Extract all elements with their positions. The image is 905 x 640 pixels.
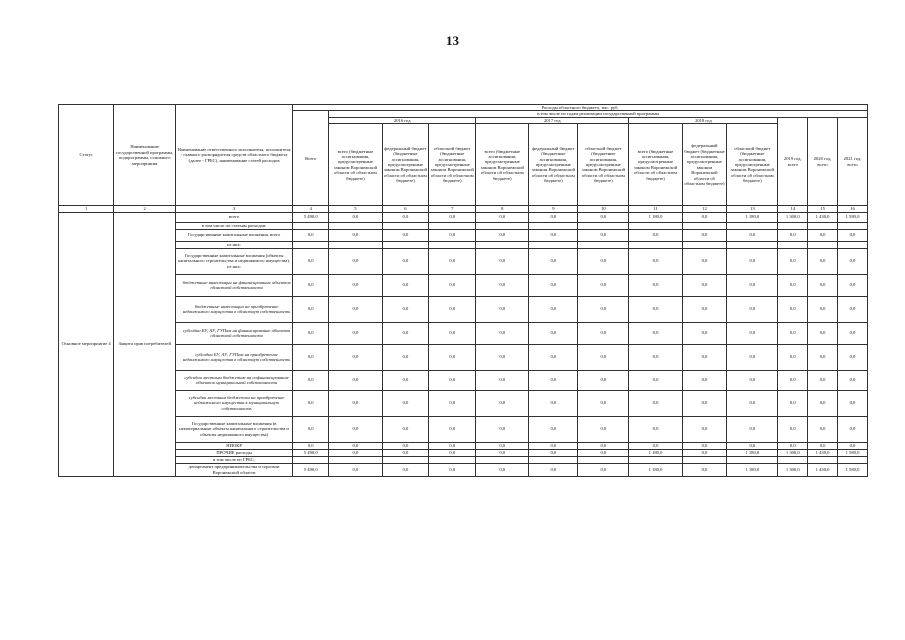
empty-cell xyxy=(382,241,429,248)
empty-cell xyxy=(382,456,429,463)
value-cell: 0,0 xyxy=(476,248,529,274)
value-cell: 0,0 xyxy=(778,248,808,274)
header-2016-federal: федеральный бюджет (бюджетные ассигнования, предусмотренные законом Воронежской области об областном бюджете) xyxy=(382,124,429,206)
value-cell: 0,0 xyxy=(727,296,778,322)
table-row xyxy=(59,449,868,456)
value-cell: 0,0 xyxy=(808,442,838,449)
value-cell: 0,0 xyxy=(382,463,429,476)
column-number: 1 xyxy=(59,206,114,212)
row-label: бюджетные инвестиции на финансирование объектов областной собственности xyxy=(176,274,293,296)
value-cell: 0,0 xyxy=(329,322,382,344)
column-number: 13 xyxy=(727,206,778,212)
column-number: 16 xyxy=(837,206,867,212)
value-cell: 0,0 xyxy=(429,416,476,442)
value-cell: 0,0 xyxy=(682,390,727,416)
table-row xyxy=(59,390,868,416)
value-cell: 0,0 xyxy=(578,274,629,296)
value-cell: 0,0 xyxy=(329,274,382,296)
value-cell: 0,0 xyxy=(529,274,578,296)
header-2017-federal: федеральный бюджет (бюджетные ассигнования, предусмотренные законом Воронежской области об областном бюджете) xyxy=(529,124,578,206)
value-cell: 0,0 xyxy=(682,248,727,274)
value-cell: 0,0 xyxy=(329,463,382,476)
value-cell: 0,0 xyxy=(429,463,476,476)
page-number: 13 xyxy=(446,33,459,48)
value-cell: 0,0 xyxy=(382,449,429,456)
value-cell: 1 180,0 xyxy=(727,463,778,476)
value-cell: 0,0 xyxy=(837,229,867,241)
column-number: 7 xyxy=(429,206,476,212)
row-label: в том числе по ГРБС: xyxy=(176,456,293,463)
program-name-cell: Защита прав потребителей xyxy=(114,212,176,476)
value-cell: 5 490,0 xyxy=(293,463,329,476)
empty-cell xyxy=(476,456,529,463)
value-cell: 0,0 xyxy=(629,322,682,344)
value-cell: 0,0 xyxy=(682,463,727,476)
row-label: субсидии БУ, АУ, ГУПам на финансирование объектов областной собственности xyxy=(176,322,293,344)
value-cell: 1 430,0 xyxy=(808,449,838,456)
table-row xyxy=(59,248,868,274)
empty-cell xyxy=(808,456,838,463)
value-cell: 0,0 xyxy=(629,442,682,449)
value-cell: 0,0 xyxy=(837,248,867,274)
value-cell: 0,0 xyxy=(476,344,529,370)
empty-cell xyxy=(778,241,808,248)
value-cell: 0,0 xyxy=(837,416,867,442)
value-cell: 0,0 xyxy=(727,442,778,449)
value-cell: 0,0 xyxy=(578,370,629,390)
header-program-name: Наименование государственной программы, подпрограммы, основного мероприятия xyxy=(114,105,176,206)
row-label: бюджетные инвестиции на приобретение недвижимого имущества в областную собственность xyxy=(176,296,293,322)
header-2016-total: всего (бюджетные ассигнования, предусмотренные законом Воронежской области об областном бюджете) xyxy=(329,124,382,206)
value-cell: 1 300,0 xyxy=(778,463,808,476)
value-cell: 0,0 xyxy=(727,274,778,296)
empty-cell xyxy=(629,456,682,463)
value-cell: 0,0 xyxy=(682,212,727,222)
empty-cell xyxy=(429,241,476,248)
value-cell: 0,0 xyxy=(837,344,867,370)
value-cell: 0,0 xyxy=(808,248,838,274)
value-cell: 0,0 xyxy=(682,442,727,449)
value-cell: 0,0 xyxy=(382,390,429,416)
value-cell: 0,0 xyxy=(293,296,329,322)
value-cell: 0,0 xyxy=(429,296,476,322)
table-row xyxy=(59,274,868,296)
value-cell: 1 430,0 xyxy=(808,463,838,476)
value-cell: 0,0 xyxy=(682,416,727,442)
value-cell: 0,0 xyxy=(778,370,808,390)
value-cell: 0,0 xyxy=(429,390,476,416)
value-cell: 0,0 xyxy=(808,274,838,296)
table-row xyxy=(59,222,868,229)
empty-cell xyxy=(578,241,629,248)
header-2021: 2021 год, всего xyxy=(837,117,867,205)
value-cell: 0,0 xyxy=(429,212,476,222)
row-label: субсидии местным бюджетам на софинансирование объектов муниципальной собственности xyxy=(176,370,293,390)
value-cell: 5 490,0 xyxy=(293,449,329,456)
value-cell: 0,0 xyxy=(682,449,727,456)
value-cell: 0,0 xyxy=(837,274,867,296)
value-cell: 0,0 xyxy=(476,442,529,449)
value-cell: 0,0 xyxy=(329,449,382,456)
value-cell: 0,0 xyxy=(727,344,778,370)
header-2017-regional: областной бюджет (бюджетные ассигнования, предусмотренные законом Воронежской области об областном бюджете) xyxy=(578,124,629,206)
value-cell: 0,0 xyxy=(837,296,867,322)
value-cell: 0,0 xyxy=(429,449,476,456)
table-row xyxy=(59,229,868,241)
value-cell: 0,0 xyxy=(682,296,727,322)
value-cell: 0,0 xyxy=(429,442,476,449)
empty-cell xyxy=(837,456,867,463)
row-label: всего xyxy=(176,212,293,222)
value-cell: 1 180,0 xyxy=(629,449,682,456)
value-cell: 0,0 xyxy=(578,248,629,274)
table-row xyxy=(59,344,868,370)
column-number: 8 xyxy=(476,206,529,212)
value-cell: 0,0 xyxy=(682,229,727,241)
value-cell: 0,0 xyxy=(629,296,682,322)
value-cell: 0,0 xyxy=(727,390,778,416)
value-cell: 5 490,0 xyxy=(293,212,329,222)
value-cell: 0,0 xyxy=(578,212,629,222)
empty-cell xyxy=(329,222,382,229)
empty-cell xyxy=(629,241,682,248)
value-cell: 0,0 xyxy=(429,370,476,390)
value-cell: 0,0 xyxy=(429,248,476,274)
header-year-2016: 2016 год xyxy=(329,117,476,123)
row-label: Государственные капитальные вложения (в нематериальные объекты капитального строительства и объекты недвижимого имущества) xyxy=(176,416,293,442)
column-number: 12 xyxy=(682,206,727,212)
value-cell: 0,0 xyxy=(682,344,727,370)
header-by-years: в том числе по годам реализации государственной программы xyxy=(329,111,868,117)
value-cell: 0,0 xyxy=(682,274,727,296)
value-cell: 0,0 xyxy=(476,390,529,416)
value-cell: 0,0 xyxy=(837,322,867,344)
value-cell: 0,0 xyxy=(476,370,529,390)
column-number: 5 xyxy=(329,206,382,212)
value-cell: 0,0 xyxy=(329,212,382,222)
row-label: субсидии БУ, АУ, ГУПам на приобретение недвижимого имущества в областную собственность xyxy=(176,344,293,370)
row-label: ПРОЧИЕ расходы xyxy=(176,449,293,456)
header-2018-regional: областной бюджет (бюджетные ассигнования, предусмотренные законом Воронежской области об областном бюджете) xyxy=(727,124,778,206)
value-cell: 0,0 xyxy=(837,442,867,449)
value-cell: 0,0 xyxy=(529,416,578,442)
value-cell: 0,0 xyxy=(293,248,329,274)
value-cell: 0,0 xyxy=(382,370,429,390)
empty-cell xyxy=(529,241,578,248)
header-2020: 2020 год, всего xyxy=(808,117,838,205)
value-cell: 0,0 xyxy=(476,449,529,456)
value-cell: 0,0 xyxy=(808,344,838,370)
value-cell: 0,0 xyxy=(476,296,529,322)
value-cell: 0,0 xyxy=(329,416,382,442)
value-cell: 0,0 xyxy=(293,344,329,370)
value-cell: 0,0 xyxy=(778,390,808,416)
value-cell: 0,0 xyxy=(727,370,778,390)
row-label: НИОКР xyxy=(176,442,293,449)
value-cell: 0,0 xyxy=(578,229,629,241)
row-label: в том числе по статьям расходов: xyxy=(176,222,293,229)
value-cell: 0,0 xyxy=(808,390,838,416)
value-cell: 0,0 xyxy=(329,296,382,322)
empty-cell xyxy=(682,456,727,463)
value-cell: 1 180,0 xyxy=(629,463,682,476)
empty-cell xyxy=(682,222,727,229)
value-cell: 0,0 xyxy=(429,322,476,344)
empty-cell xyxy=(808,241,838,248)
value-cell: 0,0 xyxy=(476,212,529,222)
empty-cell xyxy=(529,456,578,463)
value-cell: 0,0 xyxy=(382,274,429,296)
value-cell: 0,0 xyxy=(529,449,578,456)
value-cell: 0,0 xyxy=(778,274,808,296)
header-2018-total: всего (бюджетные ассигнования, предусмотренные законом Воронежской области об областном бюджете) xyxy=(629,124,682,206)
value-cell: 0,0 xyxy=(293,390,329,416)
empty-cell xyxy=(476,222,529,229)
table-row xyxy=(59,322,868,344)
value-cell: 0,0 xyxy=(682,370,727,390)
value-cell: 0,0 xyxy=(382,416,429,442)
value-cell: 0,0 xyxy=(476,416,529,442)
value-cell: 1 580,0 xyxy=(837,463,867,476)
budget-table xyxy=(58,104,868,477)
value-cell: 0,0 xyxy=(837,390,867,416)
column-number: 9 xyxy=(529,206,578,212)
header-year-2017: 2017 год xyxy=(476,117,629,123)
value-cell: 0,0 xyxy=(382,322,429,344)
value-cell: 0,0 xyxy=(578,416,629,442)
value-cell: 0,0 xyxy=(293,370,329,390)
empty-cell xyxy=(329,456,382,463)
value-cell: 0,0 xyxy=(429,344,476,370)
value-cell: 0,0 xyxy=(578,449,629,456)
header-2017-total: всего (бюджетные ассигнования, предусмотренные законом Воронежской области об областном бюджете) xyxy=(476,124,529,206)
table-row xyxy=(59,296,868,322)
empty-cell xyxy=(837,241,867,248)
value-cell: 0,0 xyxy=(293,274,329,296)
empty-cell xyxy=(808,222,838,229)
value-cell: 1 180,0 xyxy=(727,212,778,222)
value-cell: 0,0 xyxy=(629,344,682,370)
value-cell: 0,0 xyxy=(429,274,476,296)
value-cell: 0,0 xyxy=(529,344,578,370)
value-cell: 0,0 xyxy=(329,229,382,241)
value-cell: 0,0 xyxy=(329,344,382,370)
header-2016-regional: областной бюджет (бюджетные ассигнования, предусмотренные законом Воронежской области об областном бюджете) xyxy=(429,124,476,206)
value-cell: 0,0 xyxy=(529,442,578,449)
header-2018-federal: федеральный бюджет (бюджетные ассигнования, предусмотренные законом Воронежской области об областном бюджете) xyxy=(682,124,727,206)
value-cell: 0,0 xyxy=(778,442,808,449)
value-cell: 0,0 xyxy=(578,322,629,344)
value-cell: 1 430,0 xyxy=(808,212,838,222)
value-cell: 0,0 xyxy=(629,248,682,274)
value-cell: 0,0 xyxy=(329,390,382,416)
column-number: 2 xyxy=(114,206,176,212)
value-cell: 0,0 xyxy=(727,322,778,344)
empty-cell xyxy=(529,222,578,229)
column-number: 3 xyxy=(176,206,293,212)
value-cell: 1 580,0 xyxy=(837,449,867,456)
value-cell: 0,0 xyxy=(329,442,382,449)
column-number: 4 xyxy=(293,206,329,212)
header-status: Статус xyxy=(59,105,114,206)
value-cell: 1 300,0 xyxy=(778,212,808,222)
column-number: 15 xyxy=(808,206,838,212)
row-label: Государственные капитальные вложения, всего xyxy=(176,229,293,241)
value-cell: 0,0 xyxy=(476,274,529,296)
empty-cell xyxy=(578,456,629,463)
empty-cell xyxy=(682,241,727,248)
value-cell: 0,0 xyxy=(529,370,578,390)
header-executor-name: Наименование ответственного исполнителя, исполнителя - главного распорядителя средств областного бюджета (далее - ГРБС), наименование статей расходов xyxy=(176,105,293,206)
value-cell: 0,0 xyxy=(578,442,629,449)
value-cell: 0,0 xyxy=(578,296,629,322)
value-cell: 0,0 xyxy=(778,322,808,344)
row-label: из них: xyxy=(176,241,293,248)
value-cell: 0,0 xyxy=(808,296,838,322)
value-cell: 0,0 xyxy=(382,229,429,241)
value-cell: 0,0 xyxy=(837,370,867,390)
column-number: 14 xyxy=(778,206,808,212)
table-row xyxy=(59,442,868,449)
table-row xyxy=(59,463,868,476)
row-label: департамент предпринимательства и торговли Воронежской области xyxy=(176,463,293,476)
empty-cell xyxy=(727,222,778,229)
value-cell: 1 580,0 xyxy=(837,212,867,222)
value-cell: 0,0 xyxy=(529,463,578,476)
value-cell: 0,0 xyxy=(382,212,429,222)
empty-cell xyxy=(293,241,329,248)
value-cell: 0,0 xyxy=(808,322,838,344)
header-expenses-title: Расходы областного бюджета, тыс. руб. xyxy=(293,105,868,111)
empty-cell xyxy=(778,222,808,229)
table-row xyxy=(59,370,868,390)
status-cell: Основное мероприятие 4 xyxy=(59,212,114,476)
value-cell: 0,0 xyxy=(529,322,578,344)
empty-cell xyxy=(629,222,682,229)
value-cell: 0,0 xyxy=(293,229,329,241)
value-cell: 1 300,0 xyxy=(778,449,808,456)
table-row xyxy=(59,456,868,463)
empty-cell xyxy=(778,456,808,463)
header-2019: 2019 год, всего xyxy=(778,117,808,205)
table-row xyxy=(59,241,868,248)
value-cell: 0,0 xyxy=(629,390,682,416)
value-cell: 0,0 xyxy=(629,274,682,296)
value-cell: 1 180,0 xyxy=(727,449,778,456)
value-cell: 0,0 xyxy=(778,229,808,241)
empty-cell xyxy=(837,222,867,229)
value-cell: 0,0 xyxy=(382,296,429,322)
column-number: 10 xyxy=(578,206,629,212)
value-cell: 0,0 xyxy=(578,463,629,476)
value-cell: 0,0 xyxy=(629,416,682,442)
empty-cell xyxy=(727,241,778,248)
value-cell: 0,0 xyxy=(329,248,382,274)
value-cell: 0,0 xyxy=(727,248,778,274)
table-row xyxy=(59,416,868,442)
row-label: субсидии местным бюджетам на приобретение недвижимого имущества в муниципальную собственность xyxy=(176,390,293,416)
value-cell: 0,0 xyxy=(629,370,682,390)
value-cell: 0,0 xyxy=(529,248,578,274)
empty-cell xyxy=(293,456,329,463)
value-cell: 0,0 xyxy=(727,416,778,442)
value-cell: 0,0 xyxy=(778,416,808,442)
empty-cell xyxy=(429,456,476,463)
value-cell: 0,0 xyxy=(529,390,578,416)
empty-cell xyxy=(578,222,629,229)
column-number: 6 xyxy=(382,206,429,212)
value-cell: 0,0 xyxy=(578,390,629,416)
empty-cell xyxy=(476,241,529,248)
value-cell: 0,0 xyxy=(476,229,529,241)
empty-cell xyxy=(727,456,778,463)
value-cell: 0,0 xyxy=(382,344,429,370)
value-cell: 0,0 xyxy=(293,322,329,344)
value-cell: 0,0 xyxy=(778,296,808,322)
value-cell: 0,0 xyxy=(808,229,838,241)
empty-cell xyxy=(293,222,329,229)
empty-cell xyxy=(429,222,476,229)
value-cell: 0,0 xyxy=(382,442,429,449)
value-cell: 0,0 xyxy=(727,229,778,241)
value-cell: 0,0 xyxy=(429,229,476,241)
value-cell: 0,0 xyxy=(629,229,682,241)
value-cell: 0,0 xyxy=(476,463,529,476)
value-cell: 0,0 xyxy=(529,296,578,322)
value-cell: 0,0 xyxy=(476,322,529,344)
value-cell: 1 180,0 xyxy=(629,212,682,222)
value-cell: 0,0 xyxy=(529,212,578,222)
empty-cell xyxy=(329,241,382,248)
value-cell: 0,0 xyxy=(682,322,727,344)
header-year-2018: 2018 год xyxy=(629,117,778,123)
empty-cell xyxy=(382,222,429,229)
value-cell: 0,0 xyxy=(578,344,629,370)
row-label: Государственные капитальные вложения (объекты капитального строительства и недвижимого имущества), из них: xyxy=(176,248,293,274)
value-cell: 0,0 xyxy=(778,344,808,370)
value-cell: 0,0 xyxy=(529,229,578,241)
value-cell: 0,0 xyxy=(293,442,329,449)
value-cell: 0,0 xyxy=(293,416,329,442)
value-cell: 0,0 xyxy=(808,370,838,390)
value-cell: 0,0 xyxy=(329,370,382,390)
value-cell: 0,0 xyxy=(808,416,838,442)
column-number: 11 xyxy=(629,206,682,212)
value-cell: 0,0 xyxy=(382,248,429,274)
table-row xyxy=(59,212,868,222)
header-total: Всего xyxy=(293,111,329,206)
